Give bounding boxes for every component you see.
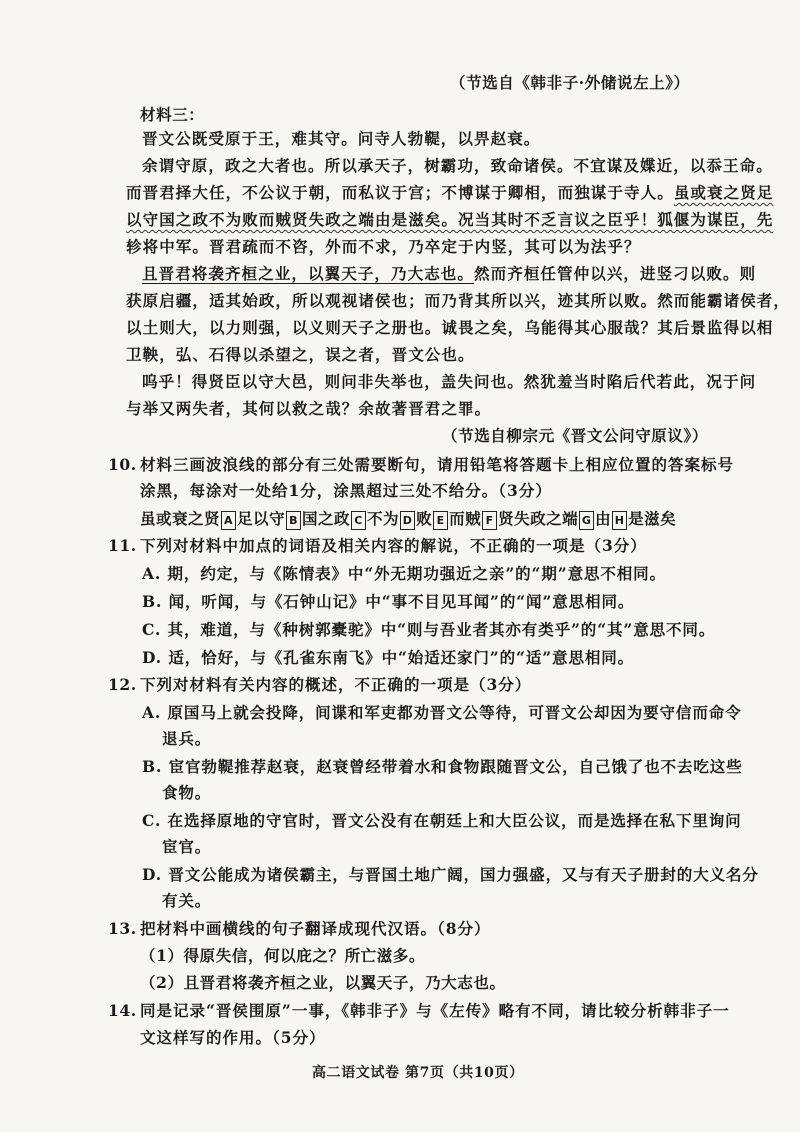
wavy-underlined-text: 虽或衰之贤足 [673,183,774,202]
option-b: B. 宦官勃鞮推荐赵衰，赵衰曾经带着水和食物跟随晋文公，自己饿了也不去吃这些 [142,757,743,776]
option-b-cont: 食物。 [162,783,212,802]
question-number: 11. [108,536,137,555]
page-footer: 高二语文试卷 第7页（共10页） [312,1065,524,1081]
question-stem: 涂黑，每涂对一处给1分，涂黑超过三处不给分。（3分） [140,481,552,500]
option-c: C. 其，难道，与《种树郭橐驼》中“则与吾业者其亦有类乎”的“其”意思不同。 [142,620,716,639]
break-option-box[interactable]: G [579,511,594,530]
passage-line: 且晋君将袭齐桓之业，以翼天子，乃大志也。然而齐桓任管仲以兴，进竖刁以败。则 [142,264,757,283]
passage-line-wavy: 以守国之政不为败而贼贤失政之端由是滋矣。况当其时不乏言议之臣乎！狐偃为谋臣，先 [126,210,774,229]
option-d: D. 适，恰好，与《孔雀东南飞》中“始适还家门”的“适”意思相同。 [142,648,635,667]
option-d-cont: 有关。 [162,891,212,910]
translation-item: （2）且晋君将袭齐桓之业，以翼天子，乃大志也。 [140,973,506,992]
option-c-cont: 宦官。 [162,837,212,856]
break-option-box[interactable]: H [612,511,627,530]
translation-item: （1）得原失信，何以庇之？所亡滋多。 [140,946,426,965]
sentence-break-options: 虽或衰之贤 A 足以守 B 国之政 C 不为 D 败 E 而贼 F 贤失政之端 G 由 H 是滋矣 [140,509,677,528]
option-b: B. 闻，听闻，与《石钟山记》中“事不目见耳闻”的“闻”意思相同。 [142,592,635,611]
option-d: D. 晋文公能成为诸侯霸主，与晋国土地广阔，国力强盛，又与有天子册封的大义名分 [142,865,759,884]
passage-line: 卫鞅，弘、石得以杀望之，误之者，晋文公也。 [126,345,475,364]
passage-line: 以土则大，以力则强，以义则天子之册也。诚畏之矣，乌能得其心服哉？其后景监得以相 [126,318,774,337]
question-number: 14. [108,1001,137,1020]
option-c: C. 在选择原地的守官时，晋文公没有在朝廷上和大臣公议，而是选择在私下里询问 [142,811,742,830]
source-citation-hanfeizi: （节选自《韩非子·外储说左上》） [450,73,690,92]
question-number: 10. [108,455,137,474]
break-option-box[interactable]: F [482,511,497,530]
break-option-box[interactable]: E [433,511,448,530]
straight-underlined-sentence: 且晋君将袭齐桓之业，以翼天子，乃大志也。 [142,264,475,283]
question-number: 12. [108,675,137,694]
option-a: A. 原国马上就会投降，间谍和军吏都劝晋文公等待，可晋文公却因为要守信而命令 [142,703,742,722]
passage-line: 余谓守原，政之大者也。所以承天子，树霸功，致命诸侯。不宜谋及媟近，以忝王命。 [142,156,773,175]
break-option-box[interactable]: D [400,511,415,530]
question-stem: 材料三画波浪线的部分有三处需要断句，请用铅笔将答题卡上相应位置的答案标号 [140,455,735,474]
question-stem: 同是记录“晋侯围原”一事，《韩非子》与《左传》略有不同，请比较分析韩非子一 [140,1001,730,1020]
option-a-cont: 退兵。 [162,729,212,748]
question-stem: 文这样写的作用。（5分） [140,1028,326,1047]
source-citation-liuzongyuan: （节选自柳宗元《晋文公问守原议》） [442,426,708,445]
material-three-heading: 材料三： [140,105,205,124]
question-stem: 下列对材料有关内容的概述，不正确的一项是（3分） [140,675,532,694]
break-option-box[interactable]: C [351,511,366,530]
question-stem: 下列对材料中加点的词语及相关内容的解说，不正确的一项是（3分） [140,536,647,555]
passage-line: 获原启疆，适其始政，所以观视诸侯也；而乃背其所以兴，迹其所以败。然而能霸诸侯者， [126,291,791,310]
passage-line: 呜乎！得贤臣以守大邑，则问非失举也，盖失问也。然犹羞当时陷后代若此，况于问 [142,372,757,391]
break-option-box[interactable]: A [221,511,236,530]
passage-line: 晋文公既受原于王，难其守。问寺人勃鞮，以畀赵衰。 [142,129,541,148]
question-stem: 把材料中画横线的句子翻译成现代汉语。（8分） [140,919,491,938]
break-option-box[interactable]: B [286,511,301,530]
question-number: 13. [108,919,137,938]
option-a: A. 期，约定，与《陈情表》中“外无期功强近之亲”的“期”意思不相同。 [142,564,666,583]
passage-line: 与举又两失者，其何以救之哉？余故著晋君之罪。 [126,399,492,418]
passage-line: 轸将中军。晋君疏而不咨，外而不求，乃卒定于内竖，其可以为法乎？ [126,237,641,256]
passage-line: 而晋君择大任，不公议于朝，而私议于宫；不博谋于卿相，而独谋于寺人。虽或衰之贤足 [126,183,774,202]
